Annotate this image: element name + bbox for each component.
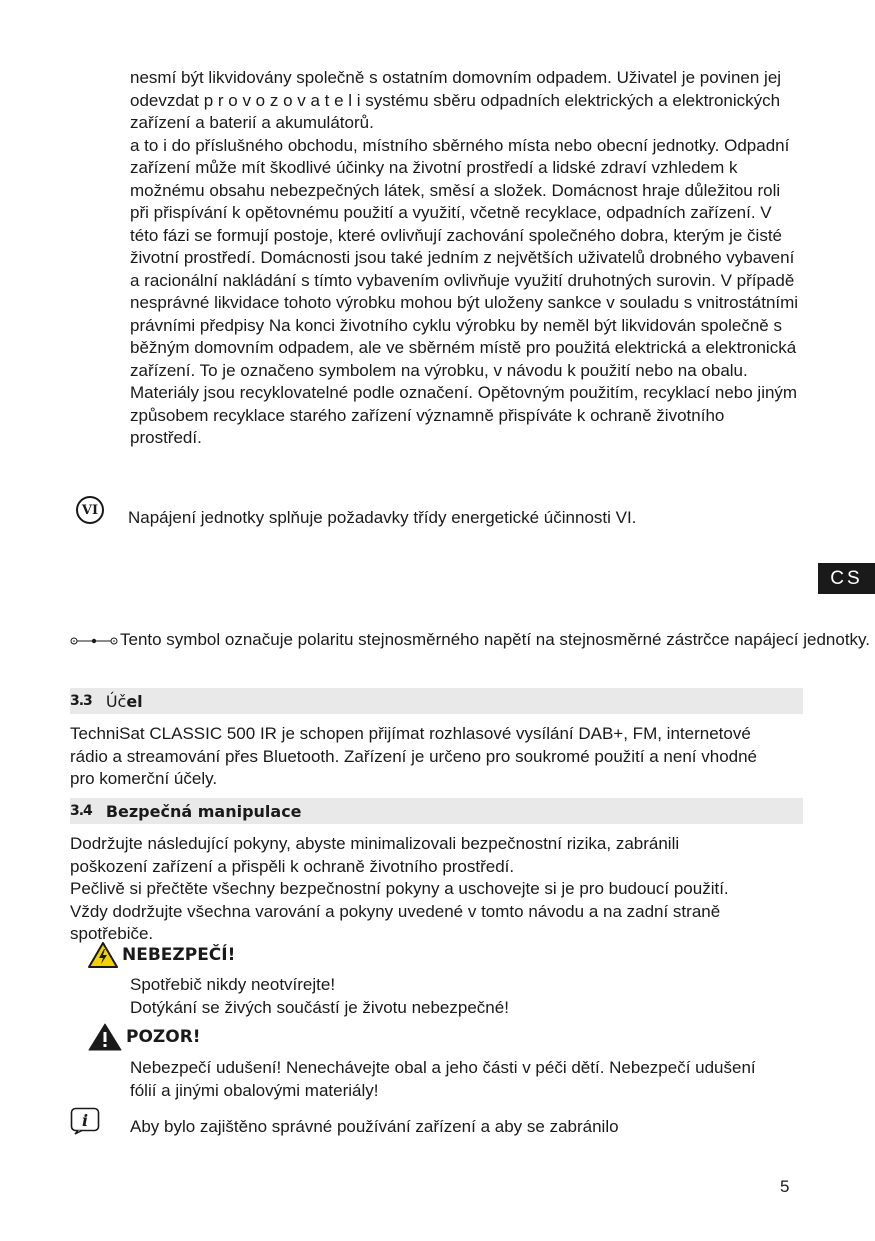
caution-text: Nebezpečí udušení! Nenechávejte obal a jeho části v péči dětí. Nebezpečí udušení fólií a jinými obalovými materiály! [130,1058,756,1100]
electric-hazard-icon [88,942,118,968]
section-number: 3.3 [70,693,92,709]
caution-label: POZOR! [126,1027,201,1047]
efficiency-text: Napájení jednotky splňuje požadavky třídy energetické účinnosti VI. [128,508,637,527]
efficiency-note [76,496,636,528]
info-note [70,1107,619,1137]
warning-icon [88,1023,122,1051]
caution-heading [88,1023,201,1051]
svg-text:i: i [81,1111,89,1130]
danger-label: NEBEZPEČÍ! [122,945,236,965]
section-heading-3-4 [70,798,803,824]
danger-heading [88,942,235,968]
polarity-note [70,629,875,652]
info-icon [70,1107,100,1135]
waste-disposal-paragraph [130,67,830,450]
section-title-end: el [126,691,143,711]
section-title-start: Úč [105,691,127,711]
polarity-icon [70,636,118,646]
section-number: 3.4 [70,803,92,819]
language-tab: CS [818,563,875,594]
info-text: Aby bylo zajištěno správné používání zařízení a aby se zabránilo [130,1117,619,1136]
page-number: 5 [780,1177,790,1196]
efficiency-class-icon [76,496,104,524]
danger-text: Spotřebič nikdy neotvírejte! Dotýkání se živých součástí je životu nebezpečné! [130,975,509,1017]
section-title: Bezpečná manipulace [105,801,302,821]
waste-disposal-text: nesmí být likvidovány společně s ostatním domovním odpadem. Uživatel je povinen jej odevzdat p r o v o z o v a t e l i systému sběru odpadních elektrických a elektronických zařízení a baterií a akumulátorů. a to i do příslušného obchodu, místního sběrného místa nebo obecní jednotky. Odpadní zařízení může mít škodlivé účinky na životní prostředí a lidské zdraví vzhledem k možnému obsahu nebezpečných látek, směsí a složek. Domácnost hraje důležitou roli při přispívání k opětovnému použití a využití, včetně recyklace, odpadních zařízení. V této fázi se formují postoje, které ovlivňují zachování společného dobra, kterým je čisté životní prostředí. Domácnosti jsou také jedním z největších uživatelů drobného vybavení a racionální nakládání s tímto vybavením ovlivňuje využití druhotných surovin. V případě nesprávné likvidace tohoto výrobku mohou být uloženy sankce v souladu s vnitrostátními právními předpisy Na konci životního cyklu výrobku by neměl být likvidován společně s běžným domovním odpadem, ale ve sběrném místě pro použitá elektrická a elektronická zařízení. To je označeno symbolem na výrobku, v návodu k použití nebo na obalu. Materiály jsou recyklovatelné podle označení. Opětovným použitím, recyklací nebo jiným způsobem recyklace starého zařízení významně přispíváte k ochraně životního prostředí. [130,68,799,447]
efficiency-class-label: VI [81,502,99,518]
safe-handling-paragraph: Dodržujte následující pokyny, abyste minimalizovali bezpečnostní rizika, zabránili poškození zařízení a přispěli k ochraně životního prostředí. Pečlivě si přečtěte všechny bezpečnostní pokyny a uschovejte si je pro budoucí použití. Vždy dodržujte všechna varování a pokyny uvedené v tomto návodu a na zadní straně spotřebiče. [70,834,729,943]
purpose-paragraph: TechniSat CLASSIC 500 IR je schopen přijímat rozhlasové vysílání DAB+, FM, internetové rádio a streamování přes Bluetooth. Zařízení je určeno pro soukromé použití a není vhodné pro komerční účely. [70,724,758,788]
section-heading-3-3 [70,688,803,714]
polarity-text: Tento symbol označuje polaritu stejnosměrného napětí na stejnosměrné zástrčce napájecí jednotky. [120,630,871,649]
